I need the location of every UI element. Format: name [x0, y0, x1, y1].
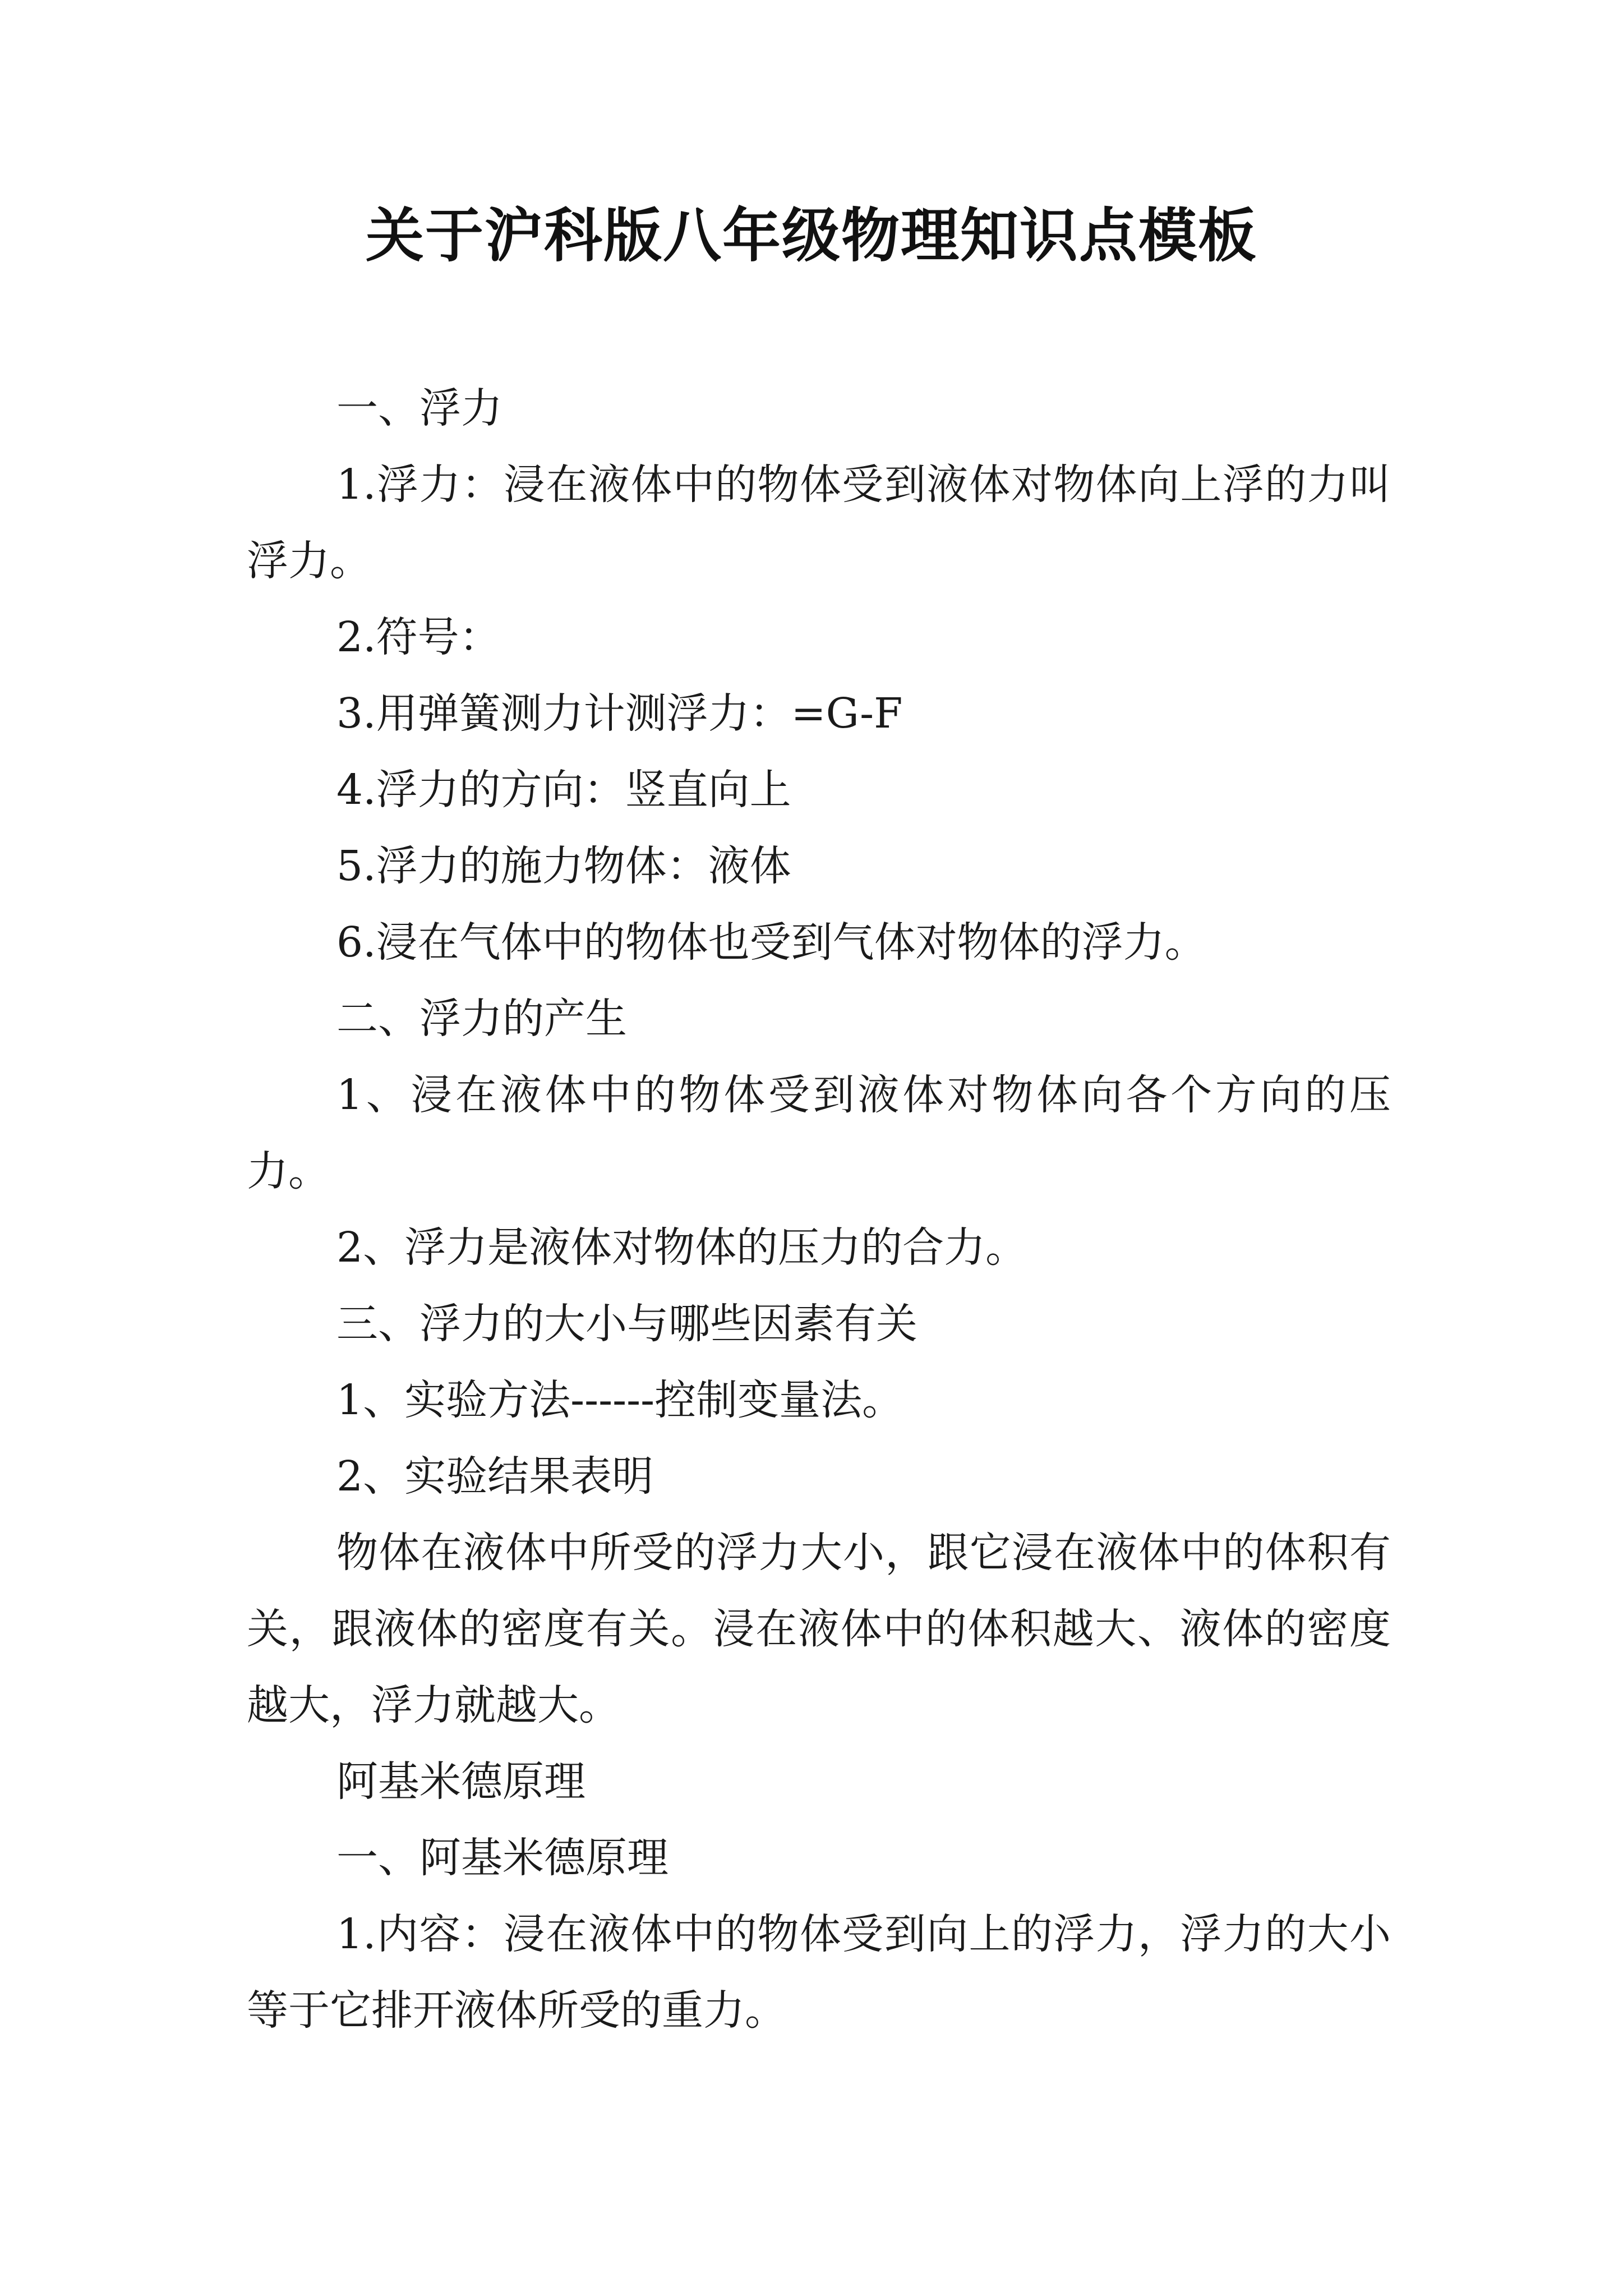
paragraph: 5.浮力的施力物体：液体	[336, 842, 791, 890]
section-heading: 一、阿基米德原理	[336, 1834, 668, 1882]
paragraph: 2、浮力是液体对物体的压力的合力。	[336, 1223, 1027, 1272]
document-body	[247, 370, 1391, 2049]
section-heading: 二、浮力的产生	[336, 995, 627, 1043]
paragraph: 2.符号：	[336, 613, 501, 661]
paragraph: 1、浸在液体中的物体受到液体对物体向各个方向的压力。	[247, 1071, 1391, 1195]
paragraph: 1、实验方法------控制变量法。	[336, 1376, 904, 1424]
section-heading: 一、浮力	[336, 384, 502, 432]
paragraph: 6.浸在气体中的物体也受到气体对物体的浮力。	[336, 918, 1206, 967]
paragraph: 2、实验结果表明	[336, 1452, 654, 1501]
section-heading: 阿基米德原理	[336, 1757, 585, 1806]
section-heading: 三、浮力的大小与哪些因素有关	[336, 1300, 917, 1348]
paragraph: 4.浮力的方向：竖直向上	[336, 766, 791, 814]
paragraph: 1.内容：浸在液体中的物体受到向上的浮力，浮力的大小等于它排开液体所受的重力。	[247, 1910, 1391, 2035]
paragraph: 物体在液体中所受的浮力大小，跟它浸在液体中的体积有关，跟液体的密度有关。浸在液体中的体积越大、液体的密度越大，浮力就越大。	[247, 1529, 1391, 1729]
document-title: 关于沪科版八年级物理知识点模板	[365, 201, 1257, 270]
paragraph: 1.浮力：浸在液体中的物体受到液体对物体向上浮的力叫浮力。	[247, 461, 1391, 585]
paragraph: 3.用弹簧测力计测浮力：=G-F	[336, 689, 903, 738]
